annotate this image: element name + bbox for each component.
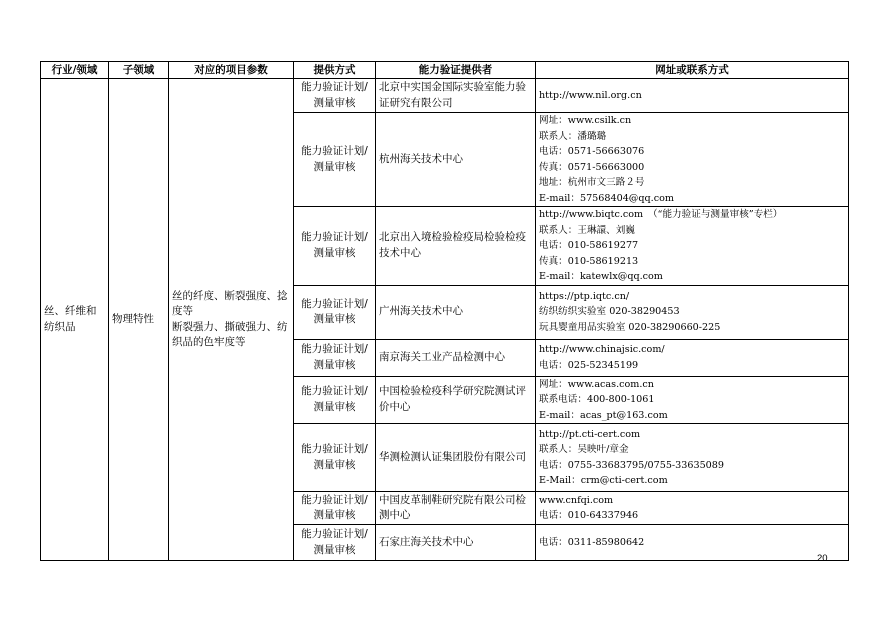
provider-cell: 杭州海关技术中心 xyxy=(376,113,536,207)
contact-line: http://www.nil.org.cn xyxy=(539,89,642,101)
table-row xyxy=(41,79,849,113)
contact-line: 电话：010-58619277 xyxy=(539,240,639,251)
contact-cell xyxy=(536,376,849,424)
header-industry: 行业/领域 xyxy=(41,62,109,79)
contact-line: 电话：025-52345199 xyxy=(539,359,639,371)
contact-cell xyxy=(536,492,849,525)
contact-cell xyxy=(536,79,849,113)
contact-line: 玩具婴童用品实验室 020-38290660-225 xyxy=(539,321,721,333)
method-cell: 能力验证计划/测量审核 xyxy=(294,207,376,286)
contact-line: E-mail：acas_pt@163.com xyxy=(539,409,668,421)
header-contact: 网址或联系方式 xyxy=(536,62,849,79)
params-cell: 丝的纤度、断裂强度、捻度等 断裂强力、撕破强力、纺织品的色牢度等 xyxy=(169,79,294,561)
contact-line: E-mail：57568404@qq.com xyxy=(539,192,674,204)
contact-line: http://www.chinajsic.com/ xyxy=(539,344,665,355)
provider-cell: 广州海关技术中心 xyxy=(376,285,536,339)
method-cell: 能力验证计划/测量审核 xyxy=(294,424,376,492)
contact-cell xyxy=(536,424,849,492)
contact-line: 纺织纺织实验室 020-38290453 xyxy=(539,306,680,318)
contact-line: https://ptp.iqtc.cn/ xyxy=(539,290,630,302)
contact-line: 电话：0755-33683795/0755-33635089 xyxy=(539,459,724,471)
contact-line: 联系人：吴映叶/章金 xyxy=(539,444,629,455)
contact-cell xyxy=(536,525,849,561)
provider-cell: 石家庄海关技术中心 xyxy=(376,525,536,561)
proficiency-testing-table xyxy=(40,61,849,561)
contact-line: 电话：0571-56663076 xyxy=(539,146,645,157)
subfield-cell: 物理特性 xyxy=(109,79,169,561)
contact-line: 网址：www.acas.com.cn xyxy=(539,378,654,390)
header-method: 提供方式 xyxy=(294,62,376,79)
contact-line: 传真：0571-56663000 xyxy=(539,161,645,173)
method-cell: 能力验证计划/测量审核 xyxy=(294,525,376,561)
contact-line: http://www.biqtc.com （“能力验证与测量审核”专栏） xyxy=(539,209,783,220)
contact-cell xyxy=(536,285,849,339)
contact-line: 网址：www.csilk.cn xyxy=(539,115,632,126)
contact-line: http://pt.cti-cert.com xyxy=(539,428,641,440)
industry-cell: 丝、纤维和纺织品 xyxy=(41,79,109,561)
provider-cell: 北京中实国金国际实验室能力验证研究有限公司 xyxy=(376,79,536,113)
provider-cell: 南京海关工业产品检测中心 xyxy=(376,339,536,376)
contact-line: 地址：杭州市文三路２号 xyxy=(539,177,645,188)
provider-cell: 中国检验检疫科学研究院测试评价中心 xyxy=(376,376,536,424)
method-cell: 能力验证计划/测量审核 xyxy=(294,492,376,525)
header-subfield: 子领域 xyxy=(109,62,169,79)
method-cell: 能力验证计划/测量审核 xyxy=(294,376,376,424)
method-cell: 能力验证计划/测量审核 xyxy=(294,339,376,376)
contact-line: E-mail：katewlx@qq.com xyxy=(539,271,663,282)
contact-line: 电话：010-64337946 xyxy=(539,510,639,521)
contact-line: 电话：0311-85980642 xyxy=(539,536,645,548)
method-cell: 能力验证计划/测量审核 xyxy=(294,79,376,113)
contact-line: 传真：010-58619213 xyxy=(539,255,639,267)
contact-line: www.cnfqi.com xyxy=(539,494,614,506)
method-cell: 能力验证计划/测量审核 xyxy=(294,113,376,207)
contact-line: E-Mail：crm@cti-cert.com xyxy=(539,475,668,486)
header-row xyxy=(41,62,849,79)
provider-cell: 中国皮革制鞋研究院有限公司检测中心 xyxy=(376,492,536,525)
contact-cell xyxy=(536,339,849,376)
contact-cell xyxy=(536,113,849,207)
provider-cell: 华测检测认证集团股份有限公司 xyxy=(376,424,536,492)
contact-line: 联系电话：400-800-1061 xyxy=(539,394,655,405)
table-body xyxy=(41,79,849,561)
contact-line: 联系人：潘璐璐 xyxy=(539,130,607,142)
contact-line: 联系人：王琳譞、刘巍 xyxy=(539,224,635,236)
header-provider: 能力验证提供者 xyxy=(376,62,536,79)
method-cell: 能力验证计划/测量审核 xyxy=(294,285,376,339)
header-params: 对应的项目参数 xyxy=(169,62,294,79)
contact-cell xyxy=(536,207,849,286)
provider-cell: 北京出入境检验检疫局检验检疫技术中心 xyxy=(376,207,536,286)
page-number: 20 xyxy=(817,553,828,564)
